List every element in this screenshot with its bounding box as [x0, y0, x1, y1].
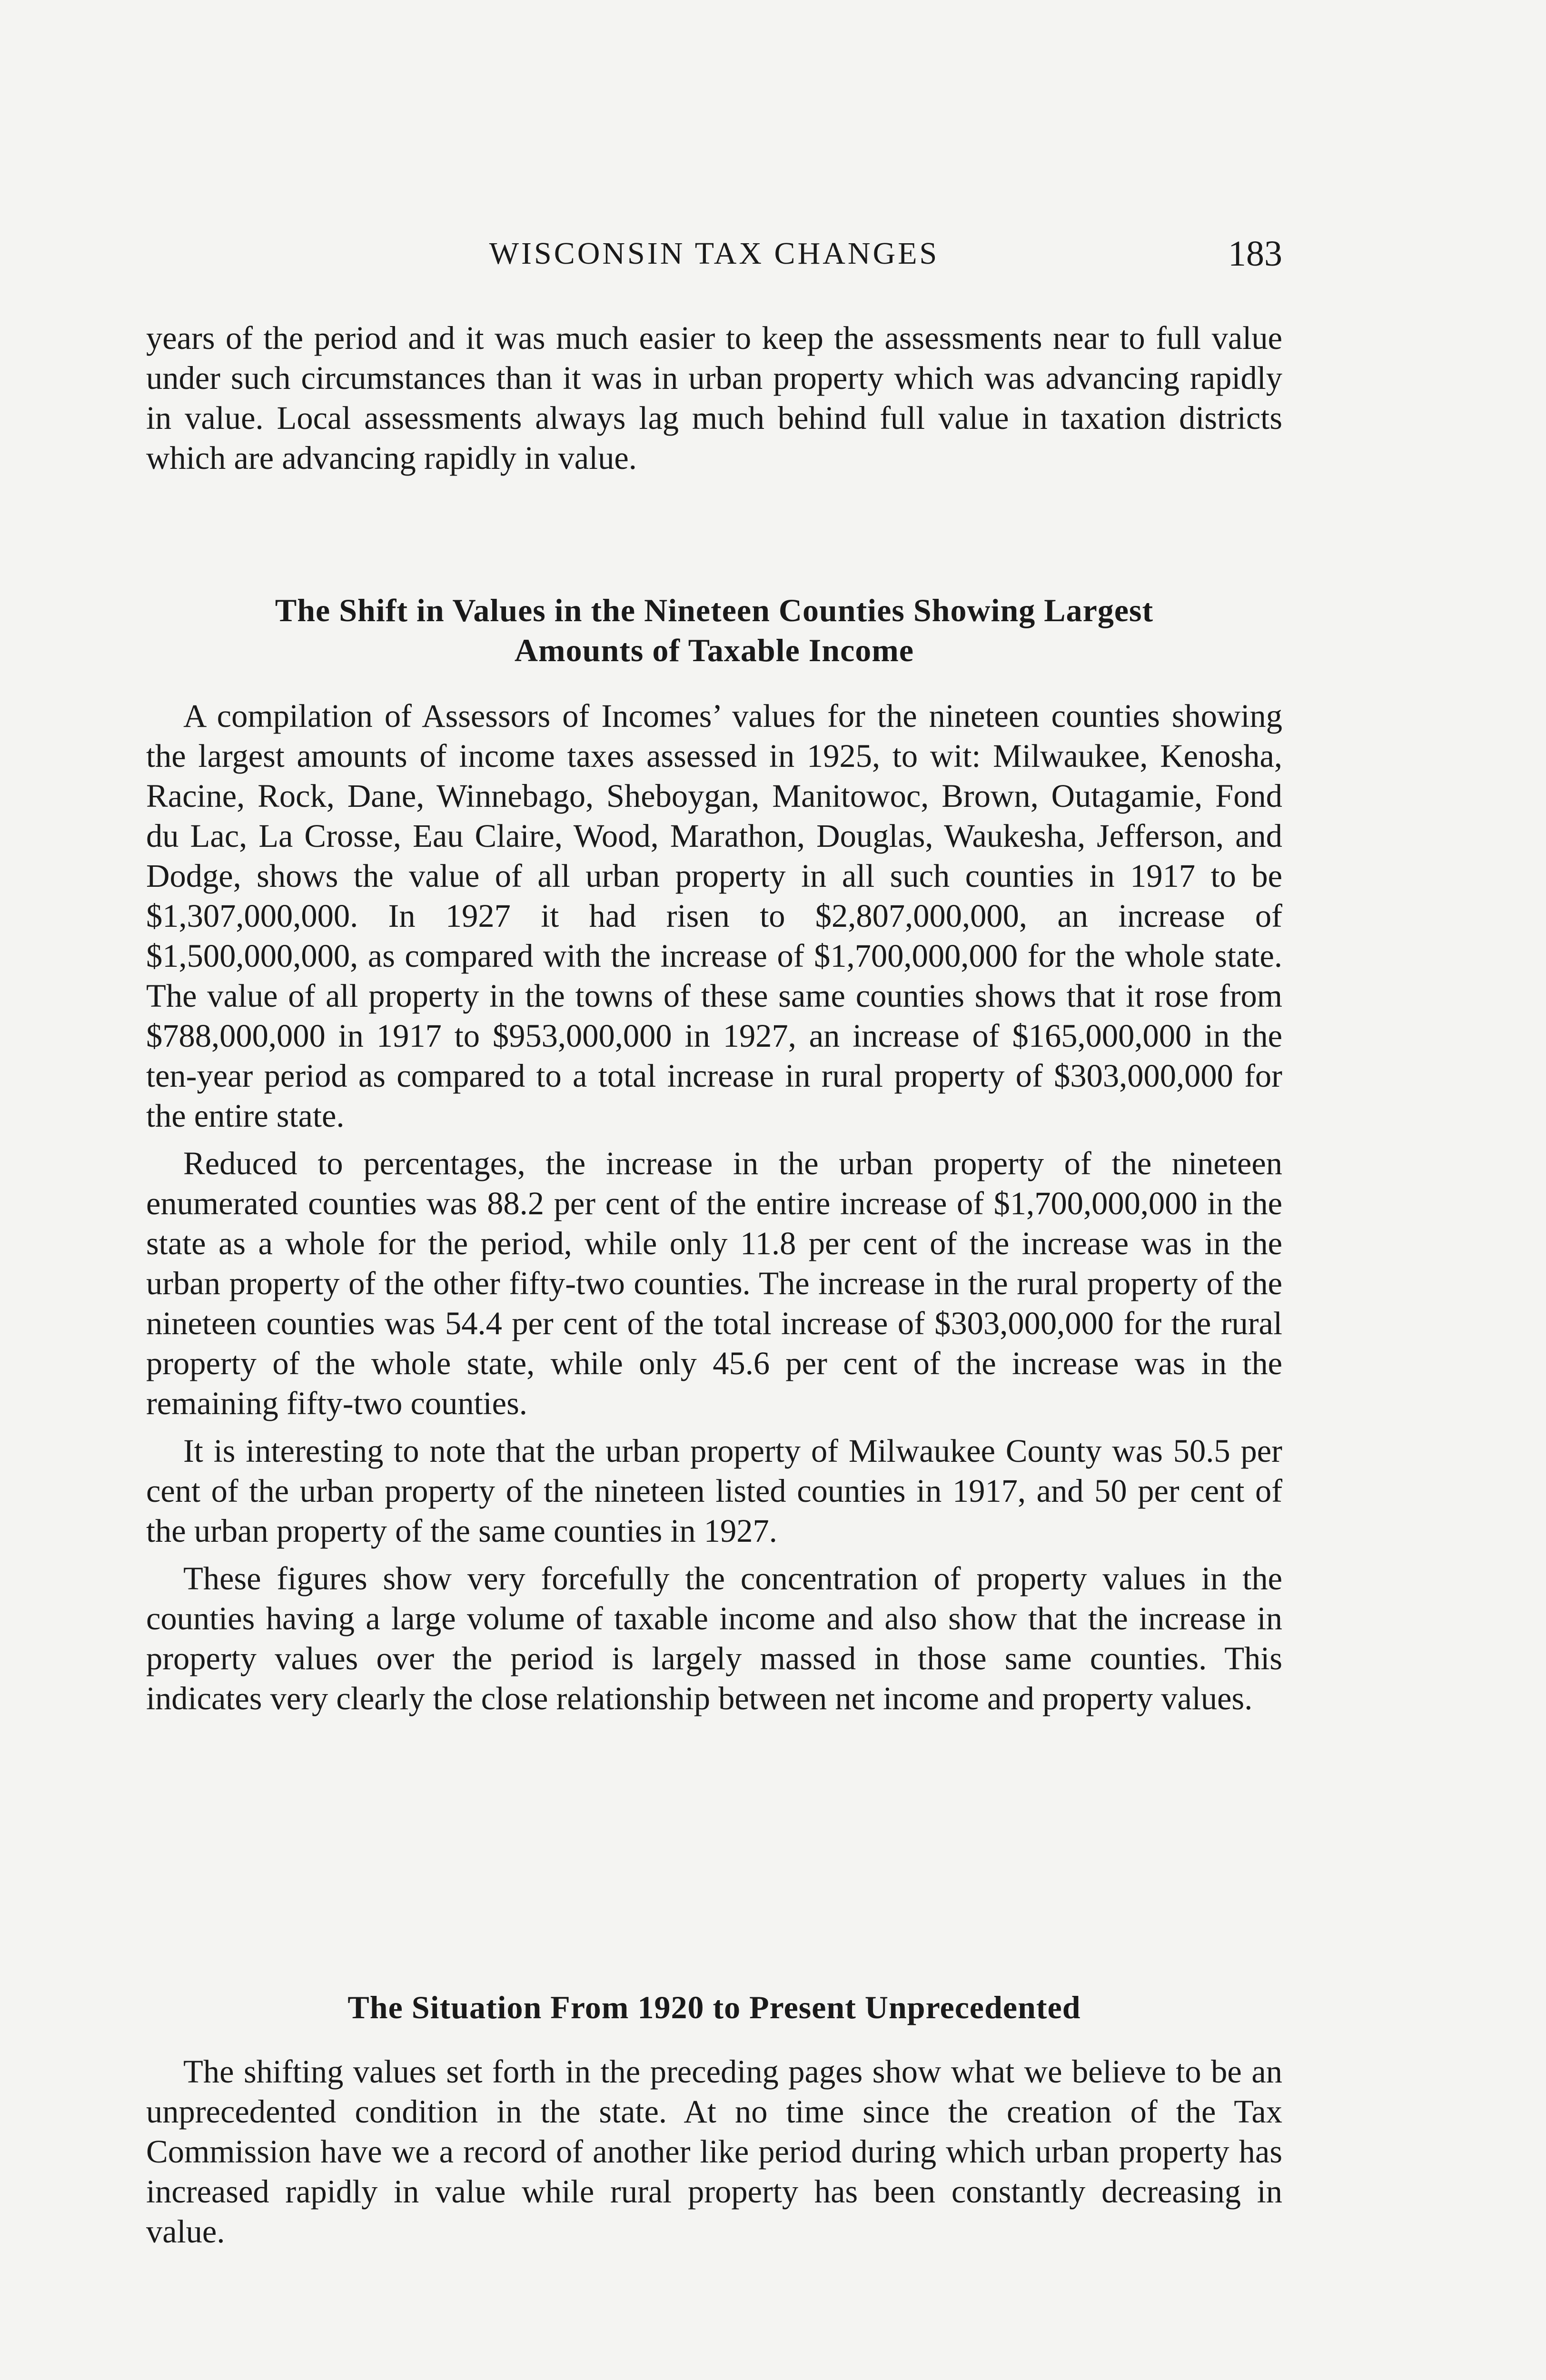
- body-paragraph: It is interesting to note that the urban property of Milwaukee County was 50.5 per cent of the urban property of the nineteen listed counties in 1917, and 50 per cent of the urban property of the same counties in 1927.: [146, 1433, 1282, 1549]
- page-number: 183: [1228, 234, 1282, 274]
- section-body-situation-1920: [146, 2052, 1282, 2251]
- running-title: WISCONSIN TAX CHANGES: [489, 236, 940, 271]
- section-heading-shift-in-values: [146, 590, 1282, 670]
- running-head: [146, 228, 1282, 280]
- section-body-shift-in-values: [146, 696, 1282, 1718]
- section-heading-situation-1920: [146, 1987, 1282, 2027]
- body-paragraph: The shifting values set forth in the preceding pages show what we believe to be an unprecedented condition in the state. At no time since the creation of the Tax Commission have we a record of another like period during which urban property has increased rapidly in value while rural property has been constantly decreasing in value.: [146, 2053, 1282, 2250]
- continuation-paragraph: years of the period and it was much easier to keep the assessments near to full value under such circumstances than it was in urban property which was advancing rapidly in value. Local assessments always lag much behind full value in taxation districts which are advancing rapidly in value.: [146, 320, 1282, 476]
- section-heading-line: The Situation From 1920 to Present Unprecedented: [347, 1989, 1081, 2025]
- body-paragraph: Reduced to percentages, the increase in the urban property of the nineteen enumerated counties was 88.2 per cent of the entire increase of $1,700,000,000 in the state as a whole for the period, while only 11.8 per cent of the increase was in the urban property of the other fifty-two counties. The increase in the rural property of the nineteen counties was 54.4 per cent of the total increase of $303,000,000 for the rural property of the whole state, while only 45.6 per cent of the increase was in the remaining fifty-two counties.: [146, 1145, 1282, 1421]
- body-paragraph: A compilation of Assessors of Incomes’ values for the nineteen counties showing the largest amounts of income taxes assessed in 1925, to wit: Milwaukee, Kenosha, Racine, Rock, Dane, Winnebago, Sheboygan, Manitowoc, Brown, Outagamie, Fond du Lac, La Crosse, Eau Claire, Wood, Marathon, Douglas, Waukesha, Jefferson, and Dodge, shows the value of all urban property in all such counties in 1917 to be $1,307,000,000. In 1927 it had risen to $2,807,000,000, an increase of $1,500,000,000, as compared with the increase of $1,700,000,000 for the whole state. The value of all property in the towns of these same counties shows that it rose from $788,000,000 in 1917 to $953,000,000 in 1927, an increase of $165,000,000 in the ten-year period as compared to a total increase in rural property of $303,000,000 for the entire state.: [146, 698, 1282, 1134]
- body-paragraph: These figures show very forcefully the concentration of property values in the counties having a large volume of taxable income and also show that the increase in property values over the period is largely massed in those same counties. This indicates very clearly the close relationship between net income and property values.: [146, 1560, 1282, 1716]
- section-heading-line: Amounts of Taxable Income: [514, 632, 914, 668]
- section-heading-line: The Shift in Values in the Nineteen Counties Showing Largest: [275, 592, 1154, 628]
- continuation-text: [146, 318, 1282, 478]
